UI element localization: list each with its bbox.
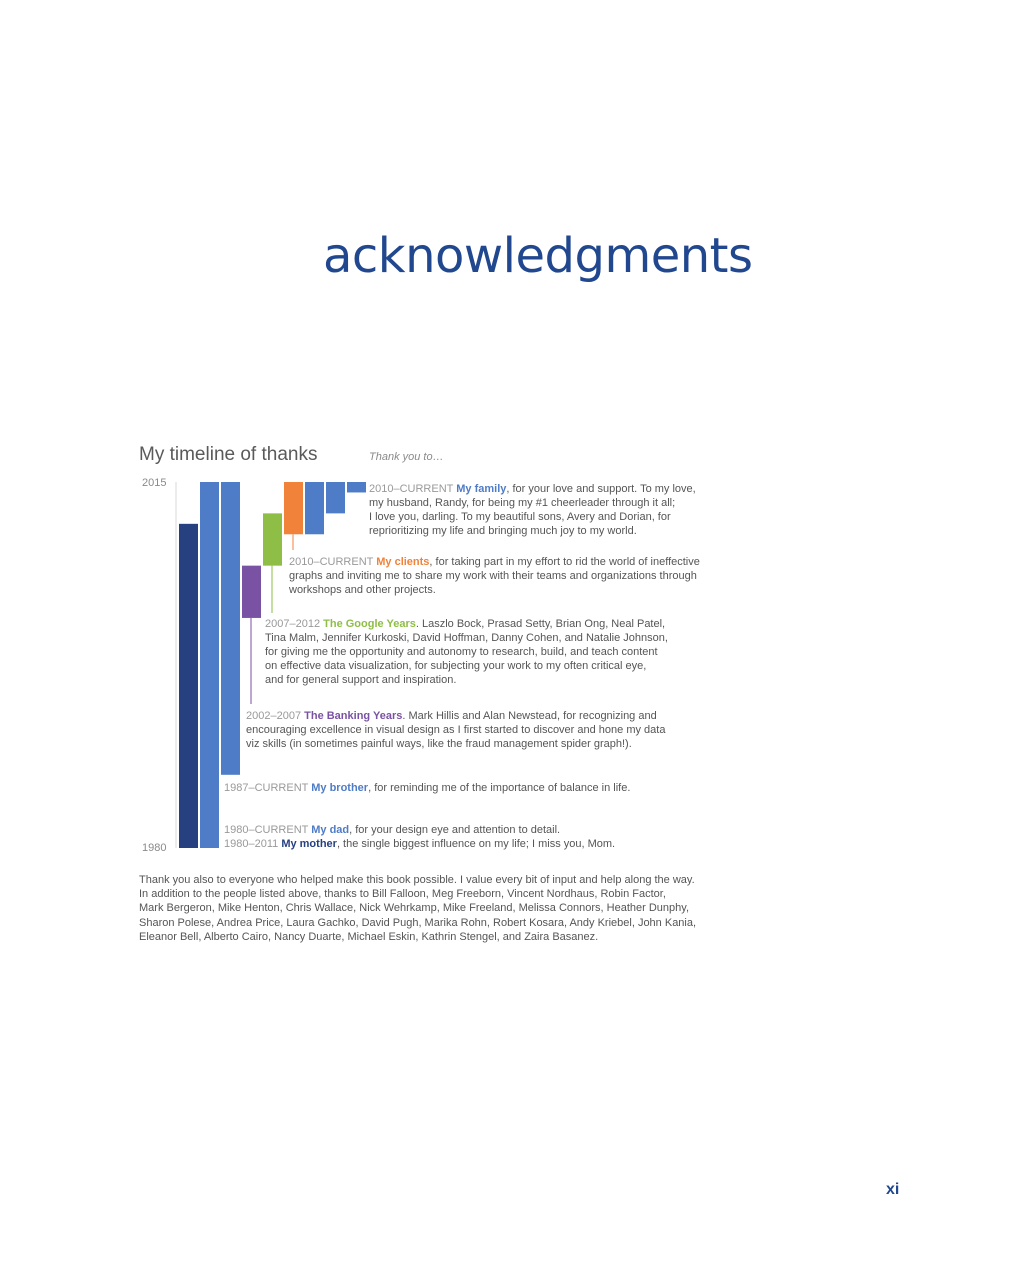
entry-line: reprioritizing my life and bringing much joy to my world.	[369, 525, 637, 537]
thanks-entry	[289, 555, 700, 597]
entry-name: My clients	[376, 556, 430, 568]
closing-line: Mark Bergeron, Mike Henton, Chris Wallace, Nick Wehrkamp, Mike Freeland, Melissa Connors, Heather Dunphy,	[139, 902, 689, 915]
entry-line: I love you, darling. To my beautiful sons, Avery and Dorian, for	[369, 511, 671, 523]
entry-name: My family	[456, 483, 507, 495]
entry-line	[369, 482, 696, 496]
entry-name: My brother	[311, 782, 369, 794]
bar-dad	[200, 482, 219, 848]
entry-line: and for general support and inspiration.	[265, 674, 457, 686]
entry-text: , for your design eye and attention to detail.	[349, 824, 561, 836]
entry-line	[224, 823, 560, 837]
entry-text: , the single biggest influence on my life; I miss you, Mom.	[336, 838, 616, 850]
entry-line	[224, 781, 630, 795]
thanks-entry	[265, 617, 668, 687]
entry-text: . Laszlo Bock, Prasad Setty, Brian Ong, Neal Patel,	[415, 618, 666, 630]
bar-google	[263, 513, 282, 565]
thanks-entry	[224, 781, 630, 795]
entry-line: Tina Malm, Jennifer Kurkoski, David Hoffman, Danny Cohen, and Natalie Johnson,	[265, 632, 668, 644]
entry-period: 2010–CURRENT	[289, 556, 377, 568]
entry-period: 1980–2011	[224, 838, 282, 850]
entry-line	[289, 555, 700, 569]
entry-line: viz skills (in sometimes painful ways, like the fraud management spider graph!).	[246, 738, 632, 750]
entry-period: 2010–CURRENT	[369, 483, 457, 495]
entry-name: The Google Years	[323, 618, 416, 630]
entry-period: 1987–CURRENT	[224, 782, 312, 794]
entry-period: 2007–2012	[265, 618, 324, 630]
entry-line	[224, 837, 615, 851]
closing-paragraph	[139, 873, 779, 944]
thanks-entry	[246, 709, 665, 751]
bar-son1	[326, 482, 345, 513]
entry-line: for giving me the opportunity and autonomy to research, build, and teach content	[265, 646, 658, 658]
thanks-entry	[224, 837, 615, 851]
entry-name: My dad	[311, 824, 350, 836]
entry-text: , for taking part in my effort to rid the world of ineffective	[429, 556, 700, 568]
entry-line	[246, 709, 665, 723]
closing-line: In addition to the people listed above, thanks to Bill Falloon, Meg Freeborn, Vincent Nordhaus, Robin Factor,	[139, 888, 666, 901]
entry-line: on effective data visualization, for subjecting your work to my often critical eye,	[265, 660, 647, 672]
page-number: xi	[886, 1181, 900, 1198]
bar-banking	[242, 566, 261, 618]
entry-name: My mother	[281, 838, 337, 850]
entry-line: workshops and other projects.	[289, 584, 436, 596]
entry-line: my husband, Randy, for being my #1 cheerleader through it all;	[369, 497, 676, 509]
closing-line: Sharon Polese, Andrea Price, Laura Gachko, David Pugh, Marika Rohn, Robert Kosara, Andy Kriebel, John Kania,	[139, 916, 697, 929]
thanks-entry	[224, 823, 560, 837]
entry-period: 2002–2007	[246, 710, 305, 722]
entry-text: , for your love and support. To my love,	[506, 483, 696, 495]
section-title: My timeline of thanks	[139, 444, 318, 465]
entry-line: graphs and inviting me to share my work with their teams and organizations through	[289, 570, 697, 582]
entry-text: , for reminding me of the importance of balance in life.	[368, 782, 631, 794]
bar-husband	[305, 482, 324, 534]
thank-you-label: Thank you to…	[369, 451, 444, 463]
page-title: acknowledgments	[323, 228, 753, 284]
closing-line: Eleanor Bell, Alberto Cairo, Nancy Duarte, Michael Eskin, Kathrin Stengel, and Zaira Basanez.	[139, 930, 599, 943]
entry-line	[265, 617, 668, 631]
bar-clients	[284, 482, 303, 534]
entry-period: 1980–CURRENT	[224, 824, 312, 836]
axis-start-label: 1980	[142, 842, 167, 854]
entry-text: . Mark Hillis and Alan Newstead, for recognizing and	[402, 710, 657, 722]
bar-mother	[179, 524, 198, 848]
entry-name: The Banking Years	[304, 710, 403, 722]
bar-brother	[221, 482, 240, 775]
axis-end-label: 2015	[142, 477, 167, 489]
entry-line: encouraging excellence in visual design as I first started to discover and hone my data	[246, 724, 666, 736]
thanks-entry	[369, 482, 696, 538]
bar-son2	[347, 482, 366, 492]
closing-line: Thank you also to everyone who helped make this book possible. I value every bit of input and help along the way.	[139, 874, 695, 886]
